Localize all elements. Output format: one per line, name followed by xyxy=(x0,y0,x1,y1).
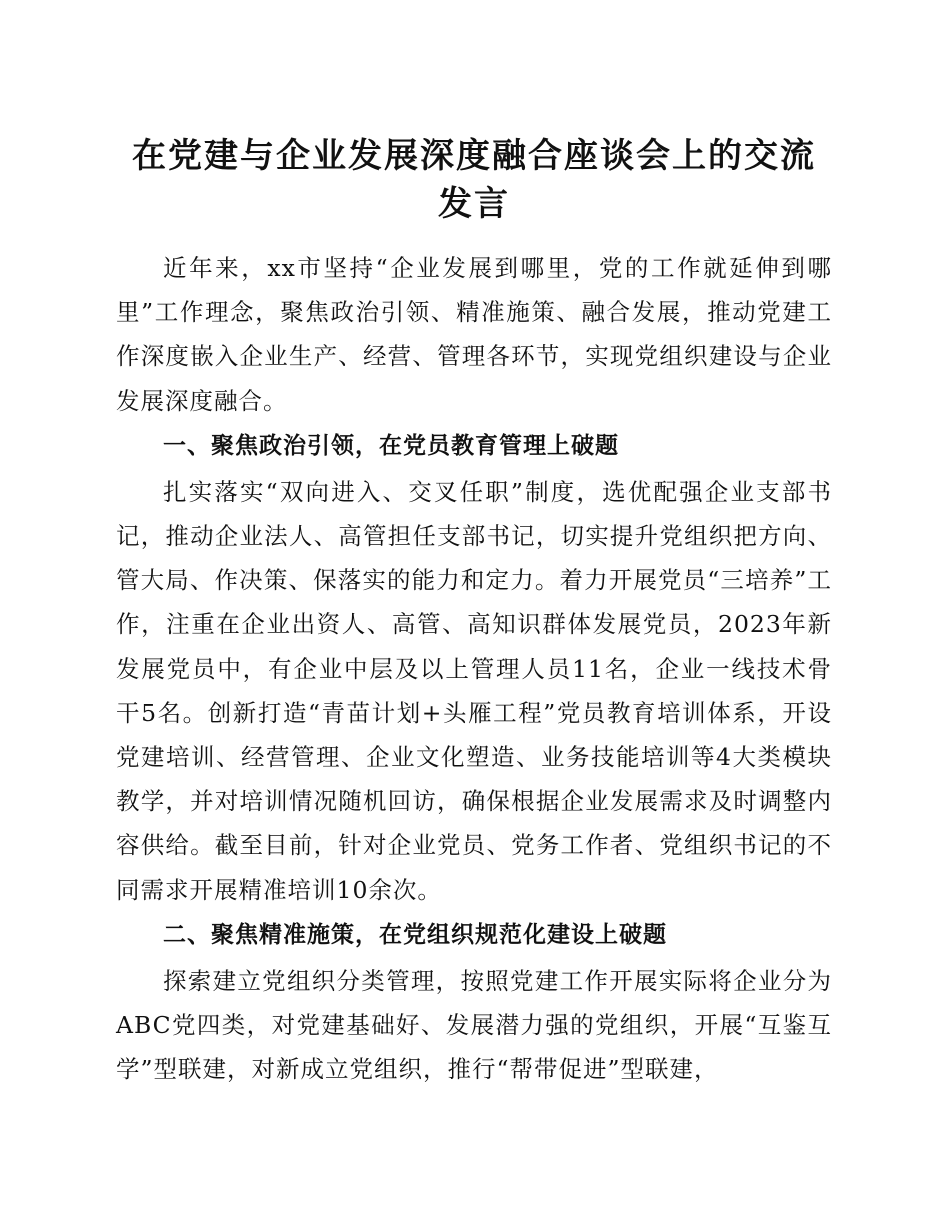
intro-paragraph: 近年来，xx市坚持“企业发展到哪里，党的工作就延伸到哪里”工作理念，聚焦政治引领、精准施策、融合发展，推动党建工作深度嵌入企业生产、经营、管理各环节，实现党组织建设与企业发展深度融合。 xyxy=(116,254,832,415)
section-heading-1: 一、聚焦政治引领，在党员教育管理上破题 xyxy=(163,432,619,459)
section-heading-2: 二、聚焦精准施策，在党组织规范化建设上破题 xyxy=(163,921,667,948)
document-body xyxy=(116,132,832,1091)
section-paragraph-1: 扎实落实“双向进入、交叉任职”制度，选优配强企业支部书记，推动企业法人、高管担任支部书记，切实提升党组织把方向、管大局、作决策、保落实的能力和定力。着力开展党员“三培养”工作，注重在企业出资人、高管、高知识群体发展党员，2023年新发展党员中，有企业中层及以上管理人员11名，企业一线技术骨干5名。创新打造“青苗计划+头雁工程”党员教育培训体系，开设党建培训、经营管理、企业文化塑造、业务技能培训等4大类模块教学，并对培训情况随机回访，确保根据企业发展需求及时调整内容供给。截至目前，针对企业党员、党务工作者、党组织书记的不同需求开展精准培训10余次。 xyxy=(116,477,832,904)
section-paragraph-2: 探索建立党组织分类管理，按照党建工作开展实际将企业分为ABC党四类，对党建基础好、发展潜力强的党组织，开展“互鉴互学”型联建，对新成立党组织，推行“帮带促进”型联建， xyxy=(116,966,832,1084)
document-title: 在党建与企业发展深度融合座谈会上的交流发言 xyxy=(132,136,816,224)
